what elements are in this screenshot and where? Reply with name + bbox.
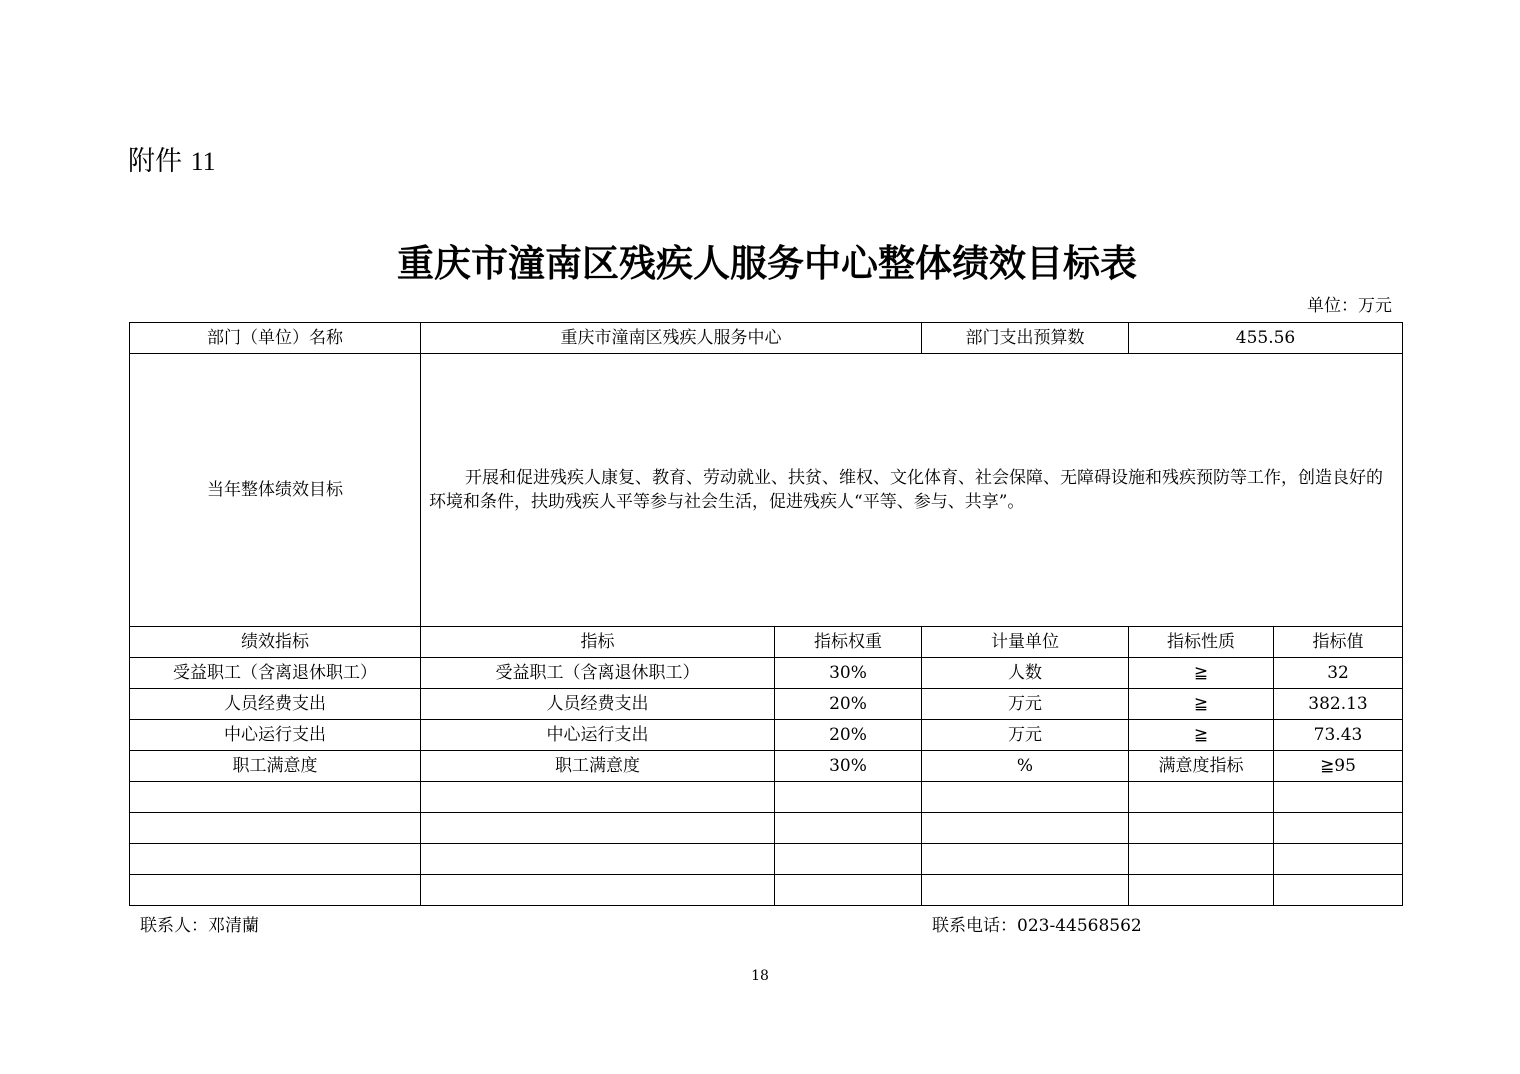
- table-row: [130, 844, 1403, 875]
- cell-weight: 30%: [775, 658, 922, 689]
- header-value: 指标值: [1274, 627, 1403, 658]
- cell-weight: 20%: [775, 720, 922, 751]
- cell-indicator: [421, 875, 775, 906]
- cell-performance-indicator: 受益职工（含离退休职工）: [130, 658, 421, 689]
- cell-weight: [775, 782, 922, 813]
- contact-person: 联系人：邓清蘭: [140, 916, 259, 936]
- dept-name-label: 部门（单位）名称: [130, 323, 421, 354]
- cell-performance-indicator: [130, 813, 421, 844]
- cell-nature: ≧: [1129, 720, 1274, 751]
- cell-value: ≧95: [1274, 751, 1403, 782]
- header-nature: 指标性质: [1129, 627, 1274, 658]
- cell-indicator: 人员经费支出: [421, 689, 775, 720]
- page-number: 18: [751, 968, 769, 984]
- cell-nature: [1129, 813, 1274, 844]
- indicator-header-row: [130, 627, 1403, 658]
- cell-indicator: [421, 844, 775, 875]
- table-row: [130, 720, 1403, 751]
- cell-weight: 30%: [775, 751, 922, 782]
- cell-unit: [922, 875, 1129, 906]
- cell-unit: 万元: [922, 689, 1129, 720]
- header-weight: 指标权重: [775, 627, 922, 658]
- goal-text-cell: [421, 354, 1403, 627]
- cell-value: 382.13: [1274, 689, 1403, 720]
- budget-value: 455.56: [1129, 323, 1403, 354]
- table-row: [130, 813, 1403, 844]
- cell-indicator: 受益职工（含离退休职工）: [421, 658, 775, 689]
- table-row: [130, 782, 1403, 813]
- cell-unit: [922, 844, 1129, 875]
- cell-value: [1274, 813, 1403, 844]
- cell-nature: [1129, 875, 1274, 906]
- cell-performance-indicator: [130, 782, 421, 813]
- cell-value: [1274, 875, 1403, 906]
- cell-weight: 20%: [775, 689, 922, 720]
- cell-nature: [1129, 844, 1274, 875]
- cell-performance-indicator: 人员经费支出: [130, 689, 421, 720]
- cell-nature: 满意度指标: [1129, 751, 1274, 782]
- table-row: [130, 658, 1403, 689]
- table-row: [130, 875, 1403, 906]
- cell-performance-indicator: 职工满意度: [130, 751, 421, 782]
- budget-label: 部门支出预算数: [922, 323, 1129, 354]
- header-indicator: 指标: [421, 627, 775, 658]
- cell-value: 73.43: [1274, 720, 1403, 751]
- cell-performance-indicator: 中心运行支出: [130, 720, 421, 751]
- header-unit: 计量单位: [922, 627, 1129, 658]
- cell-unit: 人数: [922, 658, 1129, 689]
- goal-label: 当年整体绩效目标: [130, 354, 421, 627]
- cell-nature: ≧: [1129, 689, 1274, 720]
- goal-text: 开展和促进残疾人康复、教育、劳动就业、扶贫、维权、文化体育、社会保障、无障碍设施和残疾预防等工作，创造良好的环境和条件，扶助残疾人平等参与社会生活，促进残疾人“平等、参与、共享”。: [429, 468, 1383, 512]
- attachment-label-text: 附件: [128, 146, 182, 177]
- table-row: [130, 689, 1403, 720]
- attachment-number: 11: [190, 147, 216, 176]
- cell-unit: %: [922, 751, 1129, 782]
- cell-unit: 万元: [922, 720, 1129, 751]
- cell-value: 32: [1274, 658, 1403, 689]
- contact-phone: 联系电话：023-44568562: [932, 916, 1142, 936]
- unit-label: 单位：万元: [1307, 296, 1392, 316]
- cell-nature: [1129, 782, 1274, 813]
- dept-row: [130, 323, 1403, 354]
- cell-weight: [775, 844, 922, 875]
- dept-name-value: 重庆市潼南区残疾人服务中心: [421, 323, 922, 354]
- cell-performance-indicator: [130, 844, 421, 875]
- cell-value: [1274, 782, 1403, 813]
- cell-nature: ≧: [1129, 658, 1274, 689]
- goal-row: [130, 354, 1403, 627]
- cell-indicator: [421, 782, 775, 813]
- page-title: 重庆市潼南区残疾人服务中心整体绩效目标表: [397, 241, 1137, 285]
- cell-unit: [922, 782, 1129, 813]
- performance-table: [129, 322, 1403, 906]
- cell-value: [1274, 844, 1403, 875]
- cell-weight: [775, 875, 922, 906]
- cell-indicator: 职工满意度: [421, 751, 775, 782]
- cell-indicator: 中心运行支出: [421, 720, 775, 751]
- cell-indicator: [421, 813, 775, 844]
- cell-weight: [775, 813, 922, 844]
- table-row: [130, 751, 1403, 782]
- header-performance-indicator: 绩效指标: [130, 627, 421, 658]
- cell-unit: [922, 813, 1129, 844]
- attachment-label: [128, 144, 216, 180]
- cell-performance-indicator: [130, 875, 421, 906]
